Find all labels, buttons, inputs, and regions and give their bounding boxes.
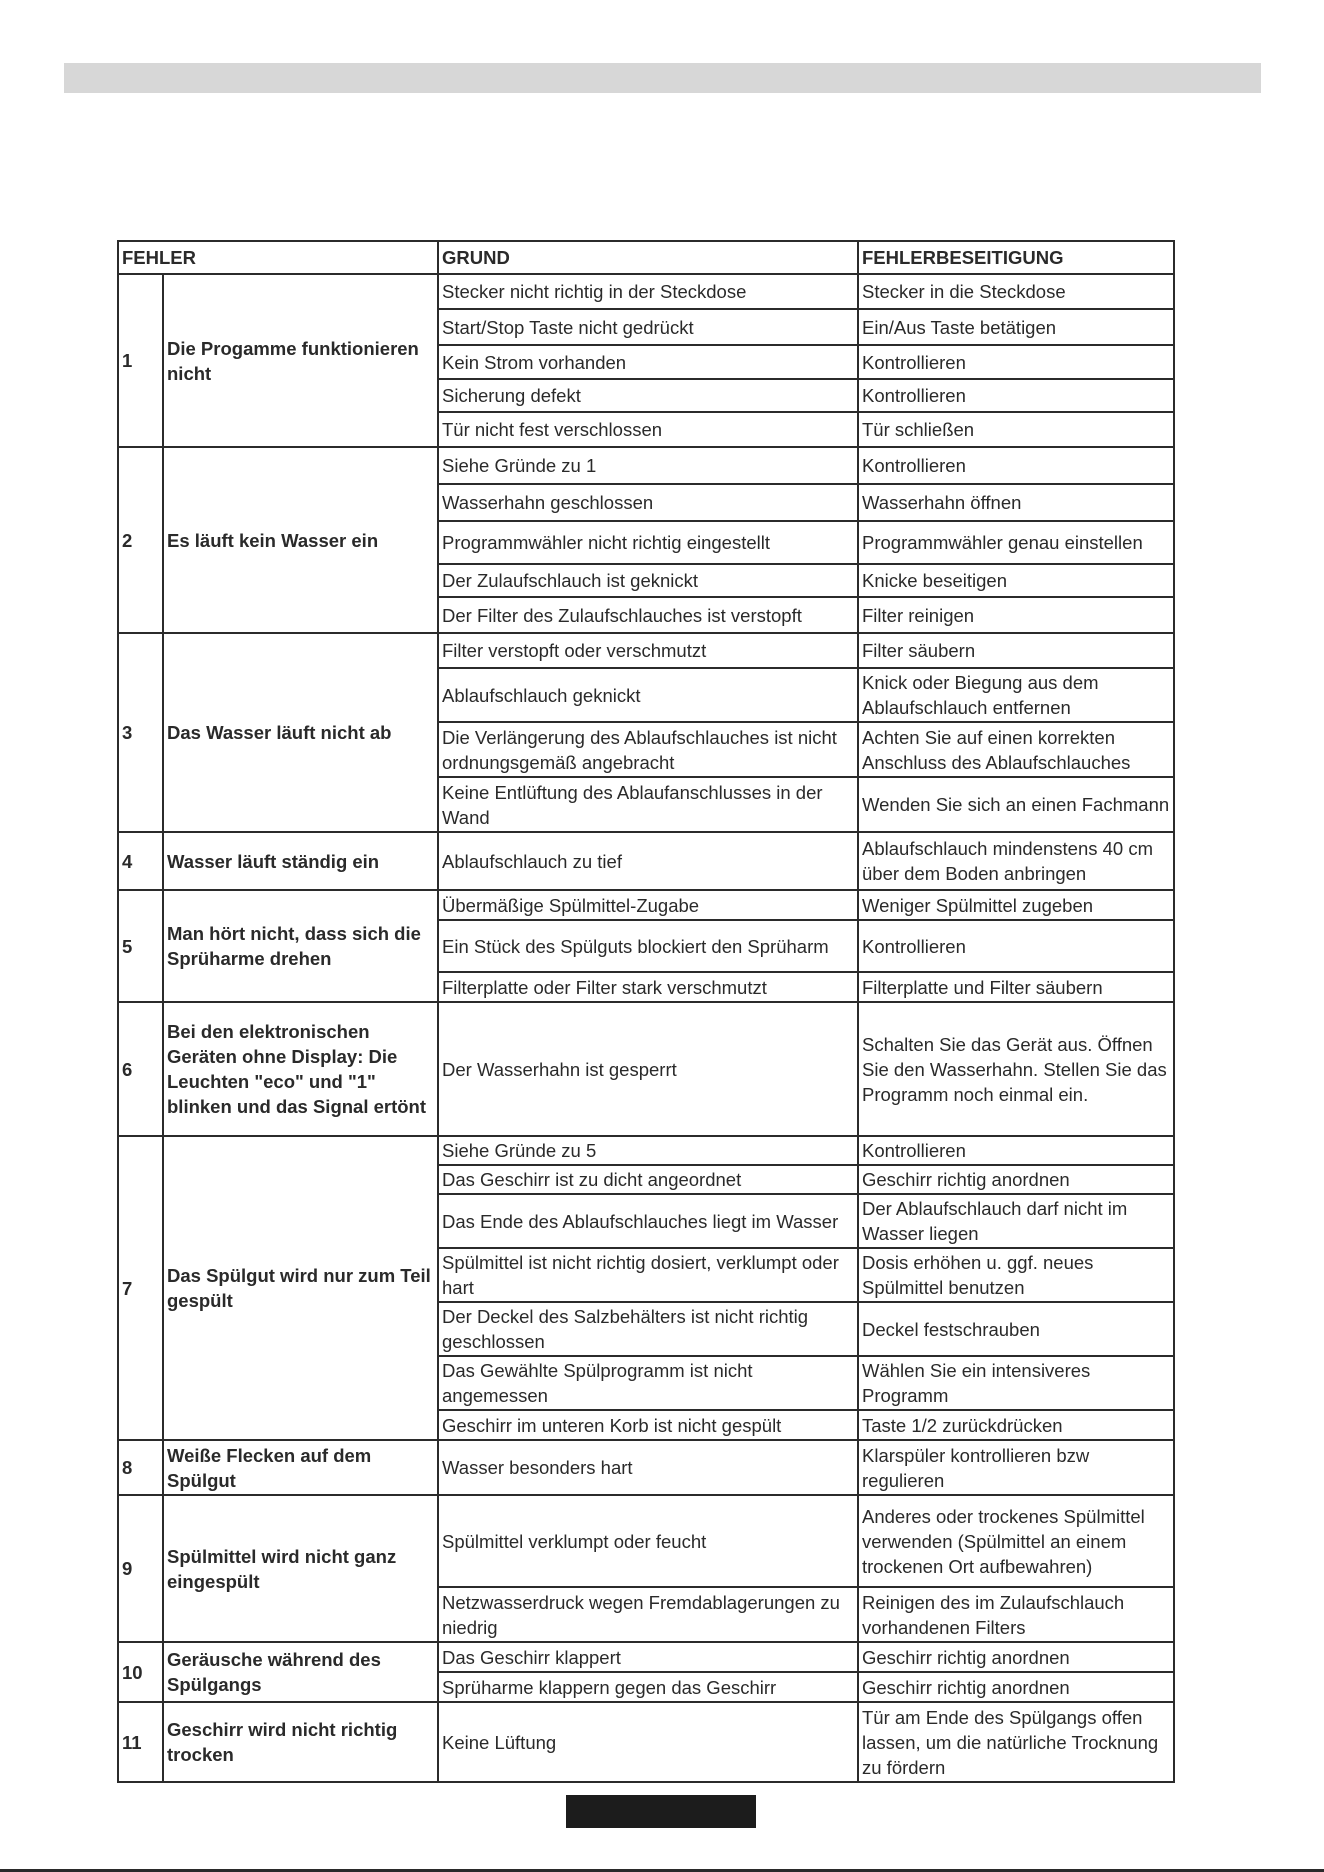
fault-title: Geräusche während des Spülgangs bbox=[163, 1642, 438, 1702]
cause-cell: Geschirr im unteren Korb ist nicht gespült bbox=[438, 1410, 858, 1440]
cause-cell: Sicherung defekt bbox=[438, 379, 858, 412]
fault-number: 9 bbox=[118, 1495, 163, 1642]
table-row bbox=[118, 1002, 1174, 1136]
fault-number: 1 bbox=[118, 274, 163, 447]
remedy-cell: Dosis erhöhen u. ggf. neues Spülmittel benutzen bbox=[858, 1248, 1174, 1302]
remedy-cell: Kontrollieren bbox=[858, 345, 1174, 379]
table-row bbox=[118, 1495, 1174, 1587]
remedy-cell: Wählen Sie ein intensiveres Programm bbox=[858, 1356, 1174, 1410]
fault-title: Bei den elektronischen Geräten ohne Display: Die Leuchten "eco" und "1" blinken und das Signal ertönt bbox=[163, 1002, 438, 1136]
fault-title: Das Wasser läuft nicht ab bbox=[163, 633, 438, 832]
cause-cell: Der Zulaufschlauch ist geknickt bbox=[438, 564, 858, 597]
remedy-cell: Knick oder Biegung aus dem Ablaufschlauch entfernen bbox=[858, 668, 1174, 722]
fault-number: 2 bbox=[118, 447, 163, 633]
fault-title: Es läuft kein Wasser ein bbox=[163, 447, 438, 633]
cause-cell: Keine Entlüftung des Ablaufanschlusses in der Wand bbox=[438, 777, 858, 832]
remedy-cell: Wenden Sie sich an einen Fachmann bbox=[858, 777, 1174, 832]
cause-cell: Wasser besonders hart bbox=[438, 1440, 858, 1495]
table-row bbox=[118, 832, 1174, 890]
remedy-cell: Filter reinigen bbox=[858, 597, 1174, 633]
cause-cell: Sprüharme klappern gegen das Geschirr bbox=[438, 1672, 858, 1702]
page-number-box bbox=[566, 1795, 756, 1828]
remedy-cell: Filter säubern bbox=[858, 633, 1174, 668]
troubleshooting-table bbox=[117, 240, 1175, 1783]
cause-cell: Siehe Gründe zu 5 bbox=[438, 1136, 858, 1165]
cause-cell: Das Ende des Ablaufschlauches liegt im Wasser bbox=[438, 1194, 858, 1248]
remedy-cell: Geschirr richtig anordnen bbox=[858, 1642, 1174, 1672]
remedy-cell: Ein/Aus Taste betätigen bbox=[858, 309, 1174, 345]
remedy-cell: Schalten Sie das Gerät aus. Öffnen Sie den Wasserhahn. Stellen Sie das Programm noch einmal ein. bbox=[858, 1002, 1174, 1136]
remedy-cell: Ablaufschlauch mindenstens 40 cm über dem Boden anbringen bbox=[858, 832, 1174, 890]
header-bar bbox=[64, 63, 1261, 93]
table-row bbox=[118, 1136, 1174, 1165]
cause-cell: Der Wasserhahn ist gesperrt bbox=[438, 1002, 858, 1136]
cause-cell: Stecker nicht richtig in der Steckdose bbox=[438, 274, 858, 309]
cause-cell: Siehe Gründe zu 1 bbox=[438, 447, 858, 484]
cause-cell: Übermäßige Spülmittel-Zugabe bbox=[438, 890, 858, 920]
cause-cell: Tür nicht fest verschlossen bbox=[438, 412, 858, 447]
remedy-cell: Anderes oder trockenes Spülmittel verwenden (Spülmittel an einem trockenen Ort aufbewahren) bbox=[858, 1495, 1174, 1587]
cause-cell: Programmwähler nicht richtig eingestellt bbox=[438, 521, 858, 564]
fault-title: Spülmittel wird nicht ganz eingespült bbox=[163, 1495, 438, 1642]
cause-cell: Filterplatte oder Filter stark verschmutzt bbox=[438, 972, 858, 1002]
remedy-cell: Geschirr richtig anordnen bbox=[858, 1672, 1174, 1702]
column-header-fault: FEHLER bbox=[118, 241, 438, 274]
remedy-cell: Filterplatte und Filter säubern bbox=[858, 972, 1174, 1002]
fault-number: 5 bbox=[118, 890, 163, 1002]
fault-number: 4 bbox=[118, 832, 163, 890]
column-header-remedy: FEHLERBESEITIGUNG bbox=[858, 241, 1174, 274]
table-row bbox=[118, 1440, 1174, 1495]
remedy-cell: Weniger Spülmittel zugeben bbox=[858, 890, 1174, 920]
table-row bbox=[118, 890, 1174, 920]
remedy-cell: Knicke beseitigen bbox=[858, 564, 1174, 597]
fault-number: 7 bbox=[118, 1136, 163, 1440]
table-row bbox=[118, 447, 1174, 484]
remedy-cell: Kontrollieren bbox=[858, 447, 1174, 484]
cause-cell: Filter verstopft oder verschmutzt bbox=[438, 633, 858, 668]
remedy-cell: Deckel festschrauben bbox=[858, 1302, 1174, 1356]
fault-number: 6 bbox=[118, 1002, 163, 1136]
remedy-cell: Programmwähler genau einstellen bbox=[858, 521, 1174, 564]
cause-cell: Die Verlängerung des Ablaufschlauches ist nicht ordnungsgemäß angebracht bbox=[438, 722, 858, 777]
cause-cell: Der Deckel des Salzbehälters ist nicht richtig geschlossen bbox=[438, 1302, 858, 1356]
fault-title: Weiße Flecken auf dem Spülgut bbox=[163, 1440, 438, 1495]
remedy-cell: Klarspüler kontrollieren bzw regulieren bbox=[858, 1440, 1174, 1495]
remedy-cell: Geschirr richtig anordnen bbox=[858, 1165, 1174, 1194]
table-row bbox=[118, 1642, 1174, 1672]
fault-title: Man hört nicht, dass sich die Sprüharme drehen bbox=[163, 890, 438, 1002]
remedy-cell: Stecker in die Steckdose bbox=[858, 274, 1174, 309]
table-row bbox=[118, 633, 1174, 668]
column-header-cause: GRUND bbox=[438, 241, 858, 274]
cause-cell: Ablaufschlauch zu tief bbox=[438, 832, 858, 890]
cause-cell: Ein Stück des Spülguts blockiert den Sprüharm bbox=[438, 920, 858, 972]
table-row bbox=[118, 274, 1174, 309]
cause-cell: Ablaufschlauch geknickt bbox=[438, 668, 858, 722]
cause-cell: Das Geschirr ist zu dicht angeordnet bbox=[438, 1165, 858, 1194]
fault-title: Die Progamme funktionieren nicht bbox=[163, 274, 438, 447]
fault-number: 11 bbox=[118, 1702, 163, 1782]
cause-cell: Spülmittel verklumpt oder feucht bbox=[438, 1495, 858, 1587]
remedy-cell: Kontrollieren bbox=[858, 379, 1174, 412]
cause-cell: Spülmittel ist nicht richtig dosiert, verklumpt oder hart bbox=[438, 1248, 858, 1302]
remedy-cell: Reinigen des im Zulaufschlauch vorhandenen Filters bbox=[858, 1587, 1174, 1642]
table-row bbox=[118, 1702, 1174, 1782]
cause-cell: Start/Stop Taste nicht gedrückt bbox=[438, 309, 858, 345]
fault-number: 8 bbox=[118, 1440, 163, 1495]
cause-cell: Der Filter des Zulaufschlauches ist verstopft bbox=[438, 597, 858, 633]
remedy-cell: Tür schließen bbox=[858, 412, 1174, 447]
remedy-cell: Kontrollieren bbox=[858, 1136, 1174, 1165]
remedy-cell: Tür am Ende des Spülgangs offen lassen, um die natürliche Trocknung zu fördern bbox=[858, 1702, 1174, 1782]
cause-cell: Keine Lüftung bbox=[438, 1702, 858, 1782]
fault-title: Geschirr wird nicht richtig trocken bbox=[163, 1702, 438, 1782]
fault-number: 3 bbox=[118, 633, 163, 832]
cause-cell: Kein Strom vorhanden bbox=[438, 345, 858, 379]
header-row bbox=[118, 241, 1174, 274]
cause-cell: Netzwasserdruck wegen Fremdablagerungen zu niedrig bbox=[438, 1587, 858, 1642]
cause-cell: Wasserhahn geschlossen bbox=[438, 484, 858, 521]
remedy-cell: Der Ablaufschlauch darf nicht im Wasser liegen bbox=[858, 1194, 1174, 1248]
remedy-cell: Kontrollieren bbox=[858, 920, 1174, 972]
fault-number: 10 bbox=[118, 1642, 163, 1702]
fault-title: Wasser läuft ständig ein bbox=[163, 832, 438, 890]
remedy-cell: Taste 1/2 zurückdrücken bbox=[858, 1410, 1174, 1440]
cause-cell: Das Geschirr klappert bbox=[438, 1642, 858, 1672]
fault-title: Das Spülgut wird nur zum Teil gespült bbox=[163, 1136, 438, 1440]
remedy-cell: Wasserhahn öffnen bbox=[858, 484, 1174, 521]
remedy-cell: Achten Sie auf einen korrekten Anschluss des Ablaufschlauches bbox=[858, 722, 1174, 777]
cause-cell: Das Gewählte Spülprogramm ist nicht angemessen bbox=[438, 1356, 858, 1410]
